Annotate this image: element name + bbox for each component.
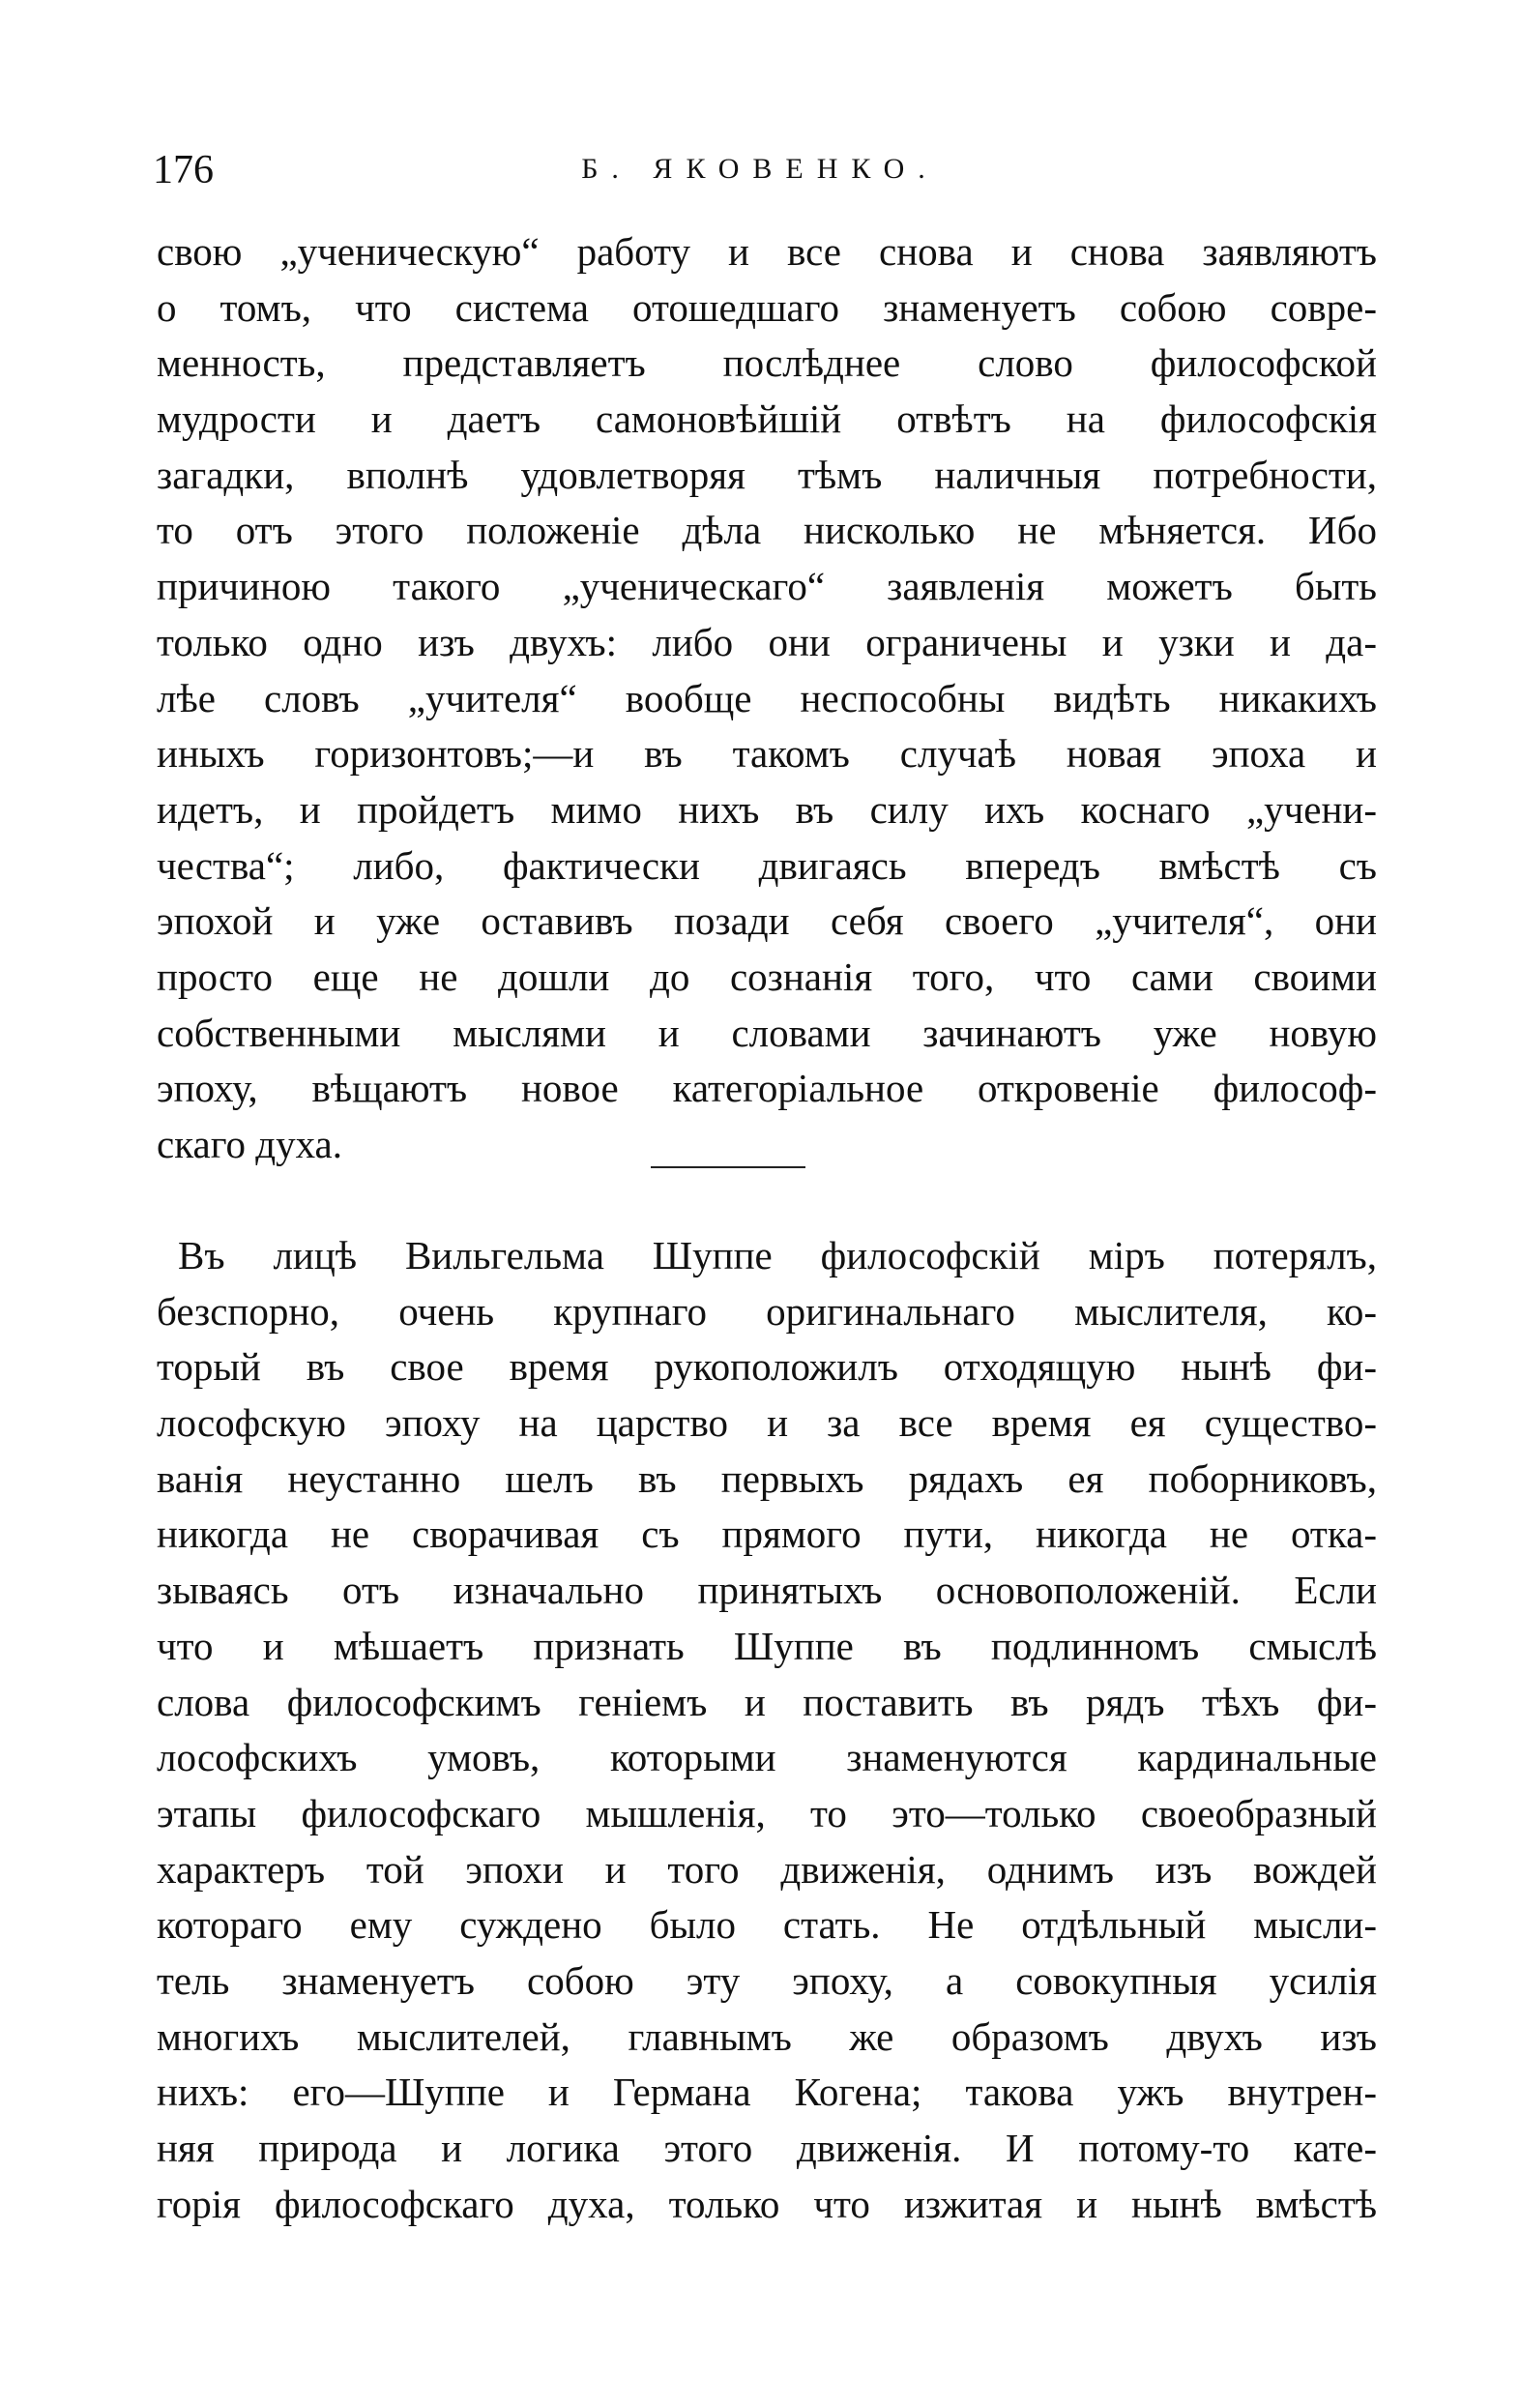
text-line: безспорно, очень крупнаго оригинальнаго мыслителя, ко- bbox=[157, 1288, 1377, 1334]
text-line: свою „ученическую“ работу и все снова и снова заявляютъ bbox=[157, 229, 1377, 274]
text-line: эпохой и уже оставивъ позади себя своего „учителя“, они bbox=[157, 898, 1377, 944]
text-line: этапы философскаго мышленія, то это—только своеобразный bbox=[157, 1790, 1377, 1835]
text-line: причиною такого „ученическаго“ заявленія можетъ быть bbox=[157, 564, 1377, 609]
text-line: няя природа и логика этого движенія. И потому-то кате- bbox=[157, 2126, 1377, 2170]
text-line: эпоху, вѣщаютъ новое категоріальное откровеніе философ- bbox=[157, 1066, 1377, 1111]
text-line: то отъ этого положеніе дѣла нисколько не мѣняется. Ибо bbox=[157, 508, 1377, 553]
text-line: никогда не сворачивая съ прямого пути, никогда не отка- bbox=[157, 1512, 1377, 1557]
text-line: Въ лицѣ Вильгельма Шуппе философскій міръ потерялъ, bbox=[178, 1233, 1377, 1277]
text-line: слова философскимъ геніемъ и поставить въ рядъ тѣхъ фи- bbox=[157, 1679, 1377, 1724]
text-line: иныхъ горизонтовъ;—и въ такомъ случаѣ новая эпоха и bbox=[157, 731, 1377, 777]
text-line: тель знаменуетъ собою эту эпоху, а совокупныя усилія bbox=[157, 1957, 1377, 2003]
text-line: горія философскаго духа, только что изжитая и нынѣ вмѣстѣ bbox=[157, 2181, 1377, 2226]
text-line: чества“; либо, фактически двигаясь впередъ вмѣстѣ съ bbox=[157, 842, 1377, 888]
text-line: котораго ему суждено было стать. Не отдѣльный мысли- bbox=[157, 1902, 1377, 1948]
text-line: собственными мыслями и словами зачинаютъ уже новую bbox=[157, 1010, 1377, 1055]
text-line: лѣе словъ „учителя“ вообще неспособны видѣть никакихъ bbox=[157, 675, 1377, 720]
text-line: зываясь отъ изначально принятыхъ основоположеній. Если bbox=[157, 1568, 1377, 1613]
text-line: что и мѣшаетъ признать Шуппе въ подлинномъ смыслѣ bbox=[157, 1623, 1377, 1668]
page-number: 176 bbox=[153, 148, 214, 192]
text-line: нихъ: его—Шуппе и Германа Когена; такова ужъ внутрен- bbox=[157, 2070, 1377, 2115]
text-line: менность, представляетъ послѣднее слово философской bbox=[157, 340, 1377, 386]
text-line: мудрости и даетъ самоновѣйшій отвѣтъ на философскія bbox=[157, 396, 1377, 442]
text-line: ванія неустанно шелъ въ первыхъ рядахъ ея поборниковъ, bbox=[157, 1455, 1377, 1501]
text-line: загадки, вполнѣ удовлетворяя тѣмъ наличныя потребности, bbox=[157, 452, 1377, 497]
section-separator bbox=[651, 1166, 805, 1168]
paragraph-schuppe bbox=[157, 1228, 1377, 2232]
text-line: только одно изъ двухъ: либо они ограничены и узки и да- bbox=[157, 619, 1377, 664]
running-head: Б. ЯКОВЕНКО. bbox=[581, 153, 939, 185]
text-line: торый въ свое время рукоположилъ отходящую нынѣ фи- bbox=[157, 1344, 1377, 1390]
text-line: просто еще не дошли до сознанія того, что сами своими bbox=[157, 954, 1377, 999]
text-line: лософскихъ умовъ, которыми знаменуются кардинальные bbox=[157, 1735, 1377, 1780]
text-line: идетъ, и пройдетъ мимо нихъ въ силу ихъ коснаго „учени- bbox=[157, 786, 1377, 832]
text-line: многихъ мыслителей, главнымъ же образомъ двухъ изъ bbox=[157, 2013, 1377, 2059]
text-line: характеръ той эпохи и того движенія, однимъ изъ вождей bbox=[157, 1846, 1377, 1892]
text-line: скаго духа. bbox=[157, 1122, 343, 1166]
text-line: о томъ, что система отошедшаго знаменуетъ собою совре- bbox=[157, 284, 1377, 330]
text-line: лософскую эпоху на царство и за все время ея существо- bbox=[157, 1400, 1377, 1446]
paragraph-continued bbox=[157, 224, 1377, 1173]
